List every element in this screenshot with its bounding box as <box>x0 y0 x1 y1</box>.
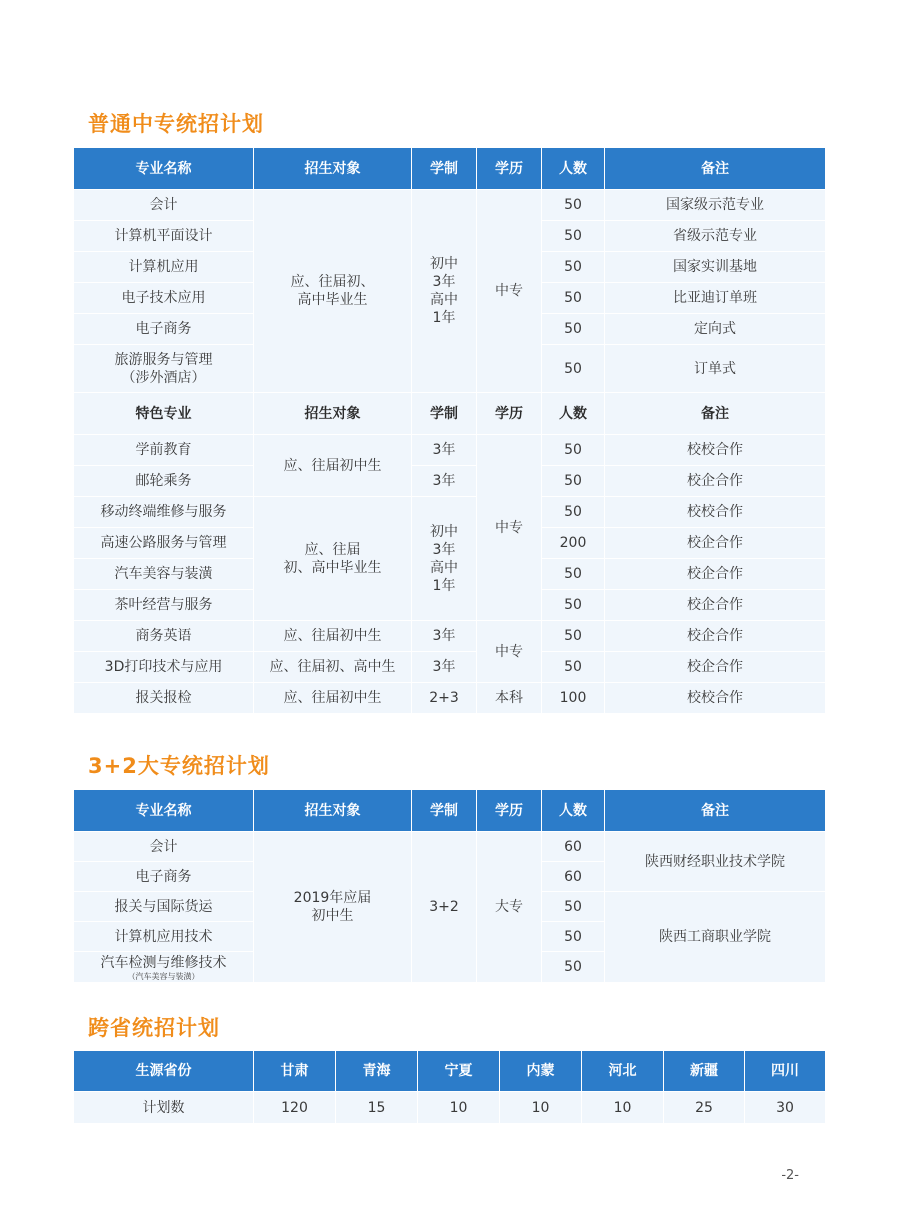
major-text: 旅游服务与管理 <box>114 351 213 368</box>
major-cell: 商务英语 <box>74 621 254 652</box>
major-cell: 邮轮乘务 <box>74 466 254 497</box>
target-cell <box>254 497 412 621</box>
note-cell: 校企合作 <box>605 559 826 590</box>
count-cell: 100 <box>542 683 605 714</box>
target-cell: 应、往届初中生 <box>254 435 412 497</box>
header-cell: 学制 <box>412 790 477 832</box>
college-enrollment-table <box>73 789 826 983</box>
table-header-row <box>74 1051 826 1092</box>
degree-cell: 中专 <box>477 621 542 683</box>
count-cell: 50 <box>542 283 605 314</box>
target-text: 初中生 <box>311 908 354 924</box>
header-cell: 甘肃 <box>254 1051 336 1092</box>
value-cell: 10 <box>418 1092 500 1124</box>
table-header-row <box>74 790 826 832</box>
row-label-cell: 计划数 <box>74 1092 254 1124</box>
count-cell: 50 <box>542 952 605 983</box>
count-cell: 50 <box>542 590 605 621</box>
note-cell: 校企合作 <box>605 528 826 559</box>
duration-cell: 3年 <box>412 652 477 683</box>
count-cell: 50 <box>542 559 605 590</box>
subheader-cell: 备注 <box>605 393 826 435</box>
major-subtext: （涉外酒店） <box>121 369 206 386</box>
major-cell: 高速公路服务与管理 <box>74 528 254 559</box>
duration-text: 1年 <box>432 577 456 594</box>
table-row <box>74 652 826 683</box>
major-cell <box>74 345 254 393</box>
cross-province-table <box>73 1050 826 1124</box>
subheader-cell: 招生对象 <box>254 393 412 435</box>
note-cell: 比亚迪订单班 <box>605 283 826 314</box>
major-cell: 电子商务 <box>74 314 254 345</box>
header-cell: 学制 <box>412 148 477 190</box>
target-cell <box>254 832 412 983</box>
duration-text: 高中 <box>430 559 458 576</box>
degree-cell: 本科 <box>477 683 542 714</box>
duration-text: 1年 <box>432 310 456 326</box>
header-cell: 备注 <box>605 790 826 832</box>
count-cell: 50 <box>542 190 605 221</box>
duration-text: 高中 <box>430 292 458 308</box>
header-cell: 学历 <box>477 148 542 190</box>
header-cell: 专业名称 <box>74 148 254 190</box>
major-cell: 计算机平面设计 <box>74 221 254 252</box>
count-cell: 50 <box>542 435 605 466</box>
note-cell: 校校合作 <box>605 435 826 466</box>
target-text: 高中毕业生 <box>297 292 368 308</box>
major-cell: 电子商务 <box>74 862 254 892</box>
major-cell: 汽车美容与装潢 <box>74 559 254 590</box>
note-cell: 国家实训基地 <box>605 252 826 283</box>
table-row <box>74 832 826 862</box>
target-text: 应、往届 <box>304 541 361 558</box>
count-cell: 50 <box>542 345 605 393</box>
subheader-cell: 学历 <box>477 393 542 435</box>
count-cell: 60 <box>542 862 605 892</box>
subheader-cell: 人数 <box>542 393 605 435</box>
table-row <box>74 1092 826 1124</box>
count-cell: 50 <box>542 314 605 345</box>
header-cell: 招生对象 <box>254 790 412 832</box>
count-cell: 50 <box>542 892 605 922</box>
table-row <box>74 435 826 466</box>
target-cell: 应、往届初中生 <box>254 683 412 714</box>
count-cell: 50 <box>542 621 605 652</box>
count-cell: 50 <box>542 922 605 952</box>
degree-cell: 中专 <box>477 190 542 393</box>
count-cell: 50 <box>542 221 605 252</box>
header-cell: 生源省份 <box>74 1051 254 1092</box>
header-cell: 宁夏 <box>418 1051 500 1092</box>
table-row <box>74 621 826 652</box>
target-text: 初、高中毕业生 <box>283 559 382 576</box>
major-subtext: （汽车美容与装潢） <box>127 971 200 981</box>
header-cell: 人数 <box>542 148 605 190</box>
target-cell: 应、往届初、高中生 <box>254 652 412 683</box>
header-cell: 四川 <box>745 1051 826 1092</box>
table-header-row <box>74 148 826 190</box>
duration-cell <box>412 190 477 393</box>
count-cell: 60 <box>542 832 605 862</box>
section2-title: 3+2大专统招计划 <box>88 754 270 778</box>
major-cell: 计算机应用 <box>74 252 254 283</box>
major-text: 汽车检测与维修技术 <box>100 954 227 971</box>
duration-cell: 2+3 <box>412 683 477 714</box>
major-cell: 报关报检 <box>74 683 254 714</box>
note-cell: 校校合作 <box>605 683 826 714</box>
header-cell: 专业名称 <box>74 790 254 832</box>
duration-cell: 3+2 <box>412 832 477 983</box>
duration-cell: 3年 <box>412 466 477 497</box>
major-cell: 移动终端维修与服务 <box>74 497 254 528</box>
note-cell: 订单式 <box>605 345 826 393</box>
count-cell: 50 <box>542 252 605 283</box>
major-cell: 会计 <box>74 190 254 221</box>
note-cell: 省级示范专业 <box>605 221 826 252</box>
note-cell: 国家级示范专业 <box>605 190 826 221</box>
major-cell: 学前教育 <box>74 435 254 466</box>
subheader-cell: 学制 <box>412 393 477 435</box>
duration-text: 初中 <box>430 523 458 540</box>
major-cell: 茶叶经营与服务 <box>74 590 254 621</box>
header-cell: 备注 <box>605 148 826 190</box>
note-cell: 校校合作 <box>605 497 826 528</box>
major-cell: 3D打印技术与应用 <box>74 652 254 683</box>
major-cell <box>74 952 254 983</box>
duration-cell: 3年 <box>412 621 477 652</box>
major-cell: 会计 <box>74 832 254 862</box>
duration-text: 初中 <box>430 256 458 272</box>
duration-cell <box>412 497 477 621</box>
target-cell <box>254 190 412 393</box>
value-cell: 30 <box>745 1092 826 1124</box>
note-cell: 校企合作 <box>605 466 826 497</box>
note-cell: 校企合作 <box>605 590 826 621</box>
header-cell: 人数 <box>542 790 605 832</box>
value-cell: 15 <box>336 1092 418 1124</box>
header-cell: 内蒙 <box>500 1051 582 1092</box>
table-row <box>74 190 826 221</box>
value-cell: 10 <box>500 1092 582 1124</box>
table-row <box>74 466 826 497</box>
count-cell: 200 <box>542 528 605 559</box>
table-row <box>74 497 826 528</box>
regular-enrollment-table <box>73 147 826 714</box>
degree-cell: 中专 <box>477 435 542 621</box>
value-cell: 25 <box>664 1092 745 1124</box>
value-cell: 120 <box>254 1092 336 1124</box>
target-text: 应、往届初、 <box>290 274 375 290</box>
note-cell: 陕西财经职业技术学院 <box>605 832 826 892</box>
header-cell: 学历 <box>477 790 542 832</box>
count-cell: 50 <box>542 497 605 528</box>
header-cell: 青海 <box>336 1051 418 1092</box>
major-cell: 电子技术应用 <box>74 283 254 314</box>
header-cell: 新疆 <box>664 1051 745 1092</box>
note-cell: 校企合作 <box>605 652 826 683</box>
duration-text: 3年 <box>432 541 456 558</box>
degree-cell: 大专 <box>477 832 542 983</box>
value-cell: 10 <box>582 1092 664 1124</box>
header-cell: 招生对象 <box>254 148 412 190</box>
page-number: -2- <box>781 1168 799 1183</box>
target-text: 2019年应届 <box>293 890 372 906</box>
duration-text: 3年 <box>432 274 456 290</box>
section1-title: 普通中专统招计划 <box>88 112 264 136</box>
table-subheader-row <box>74 393 826 435</box>
target-cell: 应、往届初中生 <box>254 621 412 652</box>
table-row <box>74 683 826 714</box>
note-cell: 定向式 <box>605 314 826 345</box>
major-cell: 报关与国际货运 <box>74 892 254 922</box>
note-cell: 陕西工商职业学院 <box>605 892 826 983</box>
count-cell: 50 <box>542 652 605 683</box>
count-cell: 50 <box>542 466 605 497</box>
major-cell: 计算机应用技术 <box>74 922 254 952</box>
subheader-cell: 特色专业 <box>74 393 254 435</box>
note-cell: 校企合作 <box>605 621 826 652</box>
header-cell: 河北 <box>582 1051 664 1092</box>
section3-title: 跨省统招计划 <box>88 1016 220 1040</box>
duration-cell: 3年 <box>412 435 477 466</box>
